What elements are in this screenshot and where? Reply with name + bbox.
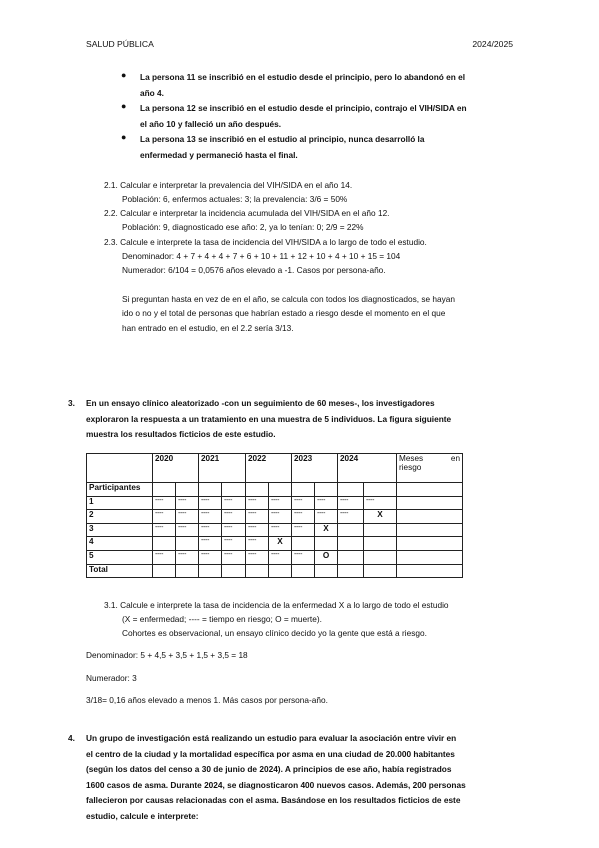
table-cell: [176, 537, 199, 551]
participant-id: 3: [87, 523, 153, 537]
table-row: [87, 510, 463, 524]
note-line: ido o no y el total de personas que habrían estado a riesgo desde el momento en el que: [122, 308, 446, 318]
table-cell: ----: [315, 496, 338, 510]
bullet-2-line: La persona 12 se inscribió en el estudio desde el principio, contrajo el VIH/SIDA en: [140, 103, 467, 113]
q3-numerator: Numerador: 3: [86, 673, 137, 683]
subitem-3-1-note: Cohortes es observacional, un ensayo clínico decido yo la gente que está a riesgo.: [122, 628, 427, 638]
total-label: Total: [87, 564, 153, 578]
follow-up-table: [86, 453, 463, 578]
risk-months-cell: [397, 550, 463, 564]
table-cell: ----: [246, 537, 269, 551]
table-cell: ----: [222, 523, 246, 537]
subitem-2-2-title: 2.2. Calcular e interpretar la incidencia acumulada del VIH/SIDA en el año 12.: [104, 208, 390, 218]
question-4-line: Un grupo de investigación está realizando un estudio para evaluar la asociación entre vivir en: [86, 733, 457, 743]
subitem-3-1-title: 3.1. Calcule e interprete la tasa de incidencia de la enfermedad X a lo largo de todo el estudio: [104, 600, 449, 610]
subitem-2-3-numerator: Numerador: 6/104 = 0,0576 años elevado a -1. Casos por persona-año.: [122, 265, 386, 275]
risk-months-cell: [397, 510, 463, 524]
header-left: SALUD PÚBLICA: [86, 39, 154, 49]
risk-header-part: en: [450, 454, 460, 463]
subitem-2-2-detail: Población: 9, diagnosticado ese año: 2, ya lo tenían: 0; 2/9 = 22%: [122, 222, 364, 232]
note-line: Si preguntan hasta en vez de en el año, se calcula con todos los diagnosticados, se hayan: [122, 294, 456, 304]
table-cell: [315, 537, 338, 551]
risk-months-header: [397, 454, 463, 483]
participant-id: 5: [87, 550, 153, 564]
bullet-3: [140, 132, 514, 163]
bullet-2-line: el año 10 y falleció un año después.: [140, 118, 282, 129]
table-cell: ----: [199, 496, 222, 510]
participant-id: 1: [87, 496, 153, 510]
table-cell: ----: [338, 496, 364, 510]
table-cell: ----: [269, 510, 292, 524]
table-cell: ----: [292, 550, 315, 564]
participant-id: 2: [87, 510, 153, 524]
question-3-line: exploraron la respuesta a un tratamiento en una muestra de 5 individuos. La figura siguiente: [86, 413, 452, 424]
table-cell: [338, 537, 364, 551]
bullet-1-line: año 4.: [140, 87, 164, 98]
table-cell: ----: [176, 550, 199, 564]
table-cell: ----: [246, 550, 269, 564]
note-line: han entrado en el estudio, en el 2.2 sería 3/13.: [122, 323, 294, 333]
table-cell: [364, 523, 397, 537]
table-cell: ----: [269, 523, 292, 537]
table-cell: ----: [246, 496, 269, 510]
table-cell: ----: [269, 550, 292, 564]
question-3-line: En un ensayo clínico aleatorizado -con un seguimiento de 60 meses-, los investigadores: [86, 398, 435, 408]
table-row: [87, 550, 463, 564]
table-cell: ----: [246, 523, 269, 537]
question-4-line: 1600 casos de asma. Durante 2024, se diagnosticaron 400 nuevos casos. Además, 200 personas: [86, 779, 466, 790]
bullet-3-line: La persona 13 se inscribió en el estudio al principio, nunca desarrolló la: [140, 134, 425, 144]
table-cell: ----: [153, 496, 176, 510]
participant-id: 4: [87, 537, 153, 551]
risk-months-cell: [397, 496, 463, 510]
event-mark: X: [364, 510, 397, 524]
question-4-line: (según los datos del censo a 30 de junio de 2024). A principios de ese año, había registrados: [86, 764, 452, 774]
table-cell: [338, 550, 364, 564]
table-cell: ----: [153, 510, 176, 524]
table-cell: ----: [199, 550, 222, 564]
table-cell: ----: [153, 523, 176, 537]
table-cell: ----: [292, 523, 315, 537]
question-4-line: fallecieron por causas relacionadas con el asma. Basándose en los resultados ficticios de este: [86, 795, 461, 805]
year-header: 2022: [246, 454, 292, 483]
risk-header-part: riesgo: [399, 463, 422, 472]
event-mark: X: [269, 537, 292, 551]
subitem-2-3-denominator: Denominador: 4 + 7 + 4 + 4 + 7 + 6 + 10 + 11 + 12 + 10 + 4 + 10 + 15 = 104: [122, 251, 401, 261]
q3-rate: 3/18= 0,16 años elevado a menos 1. Más casos por persona-año.: [86, 695, 328, 705]
event-mark: X: [315, 523, 338, 537]
table-cell: ----: [199, 510, 222, 524]
risk-months-cell: [397, 523, 463, 537]
table-cell: ----: [292, 496, 315, 510]
subitem-2-3-title: 2.3. Calcule e interprete la tasa de incidencia del VIH/SIDA a lo largo de todo el estudio.: [104, 237, 427, 247]
table-cell: ----: [199, 537, 222, 551]
table-cell: ----: [222, 550, 246, 564]
table-cell: ----: [222, 496, 246, 510]
table-cell: [292, 537, 315, 551]
bullet-dot-icon: ●: [121, 101, 127, 111]
table-cell: ----: [176, 496, 199, 510]
subitem-2-1-detail: Población: 6, enfermos actuales: 3; la prevalencia: 3/6 = 50%: [122, 194, 348, 204]
table-row: [87, 537, 463, 551]
event-mark: O: [315, 550, 338, 564]
question-4-text: [86, 731, 516, 824]
table-cell: ----: [199, 523, 222, 537]
question-3-number: 3.: [68, 398, 75, 408]
table-row: [87, 496, 463, 510]
year-header: 2023: [292, 454, 338, 483]
table-cell: [364, 550, 397, 564]
question-4-line: estudio, calcule e interprete:: [86, 810, 199, 821]
table-cell: [153, 537, 176, 551]
bullet-dot-icon: ●: [121, 70, 127, 80]
table-cell: ----: [292, 510, 315, 524]
q3-denominator: Denominador: 5 + 4,5 + 3,5 + 1,5 + 3,5 = 18: [86, 650, 248, 660]
subitem-3-1-legend: (X = enfermedad; ---- = tiempo en riesgo; O = muerte).: [122, 614, 322, 624]
table-cell: [338, 523, 364, 537]
year-header: 2020: [153, 454, 199, 483]
risk-header-part: Meses: [399, 454, 424, 463]
table-cell: [364, 537, 397, 551]
table-header-row: [87, 454, 463, 483]
bullet-1-line: La persona 11 se inscribió en el estudio desde el principio, pero lo abandonó en el: [140, 72, 466, 82]
question-3-text: [86, 396, 516, 443]
header-right: 2024/2025: [472, 39, 513, 49]
participants-label: Participantes: [87, 483, 153, 497]
table-corner-cell: [87, 454, 153, 483]
year-header: 2021: [199, 454, 246, 483]
question-4-number: 4.: [68, 733, 75, 743]
bullet-2: [140, 101, 514, 132]
table-row: [87, 523, 463, 537]
risk-months-cell: [397, 537, 463, 551]
bullet-3-line: enfermedad y permaneció hasta el final.: [140, 149, 298, 160]
table-row: [87, 483, 463, 497]
bullet-1: [140, 70, 514, 101]
table-cell: ----: [222, 510, 246, 524]
table-cell: ----: [338, 510, 364, 524]
bullet-dot-icon: ●: [121, 132, 127, 142]
table-cell: ----: [176, 510, 199, 524]
table-cell: ----: [269, 496, 292, 510]
subitem-2-1-title: 2.1. Calcular e interpretar la prevalencia del VIH/SIDA en el año 14.: [104, 180, 353, 190]
question-4-line: el centro de la ciudad y la mortalidad específica por asma en una ciudad de 20.000 habitantes: [86, 748, 455, 759]
table-cell: ----: [246, 510, 269, 524]
table-cell: ----: [153, 550, 176, 564]
table-cell: ----: [222, 537, 246, 551]
table-cell: ----: [364, 496, 397, 510]
question-3-line: muestra los resultados ficticios de este estudio.: [86, 429, 276, 439]
year-header: 2024: [338, 454, 397, 483]
table-cell: ----: [315, 510, 338, 524]
table-cell: ----: [176, 523, 199, 537]
table-total-row: [87, 564, 463, 578]
